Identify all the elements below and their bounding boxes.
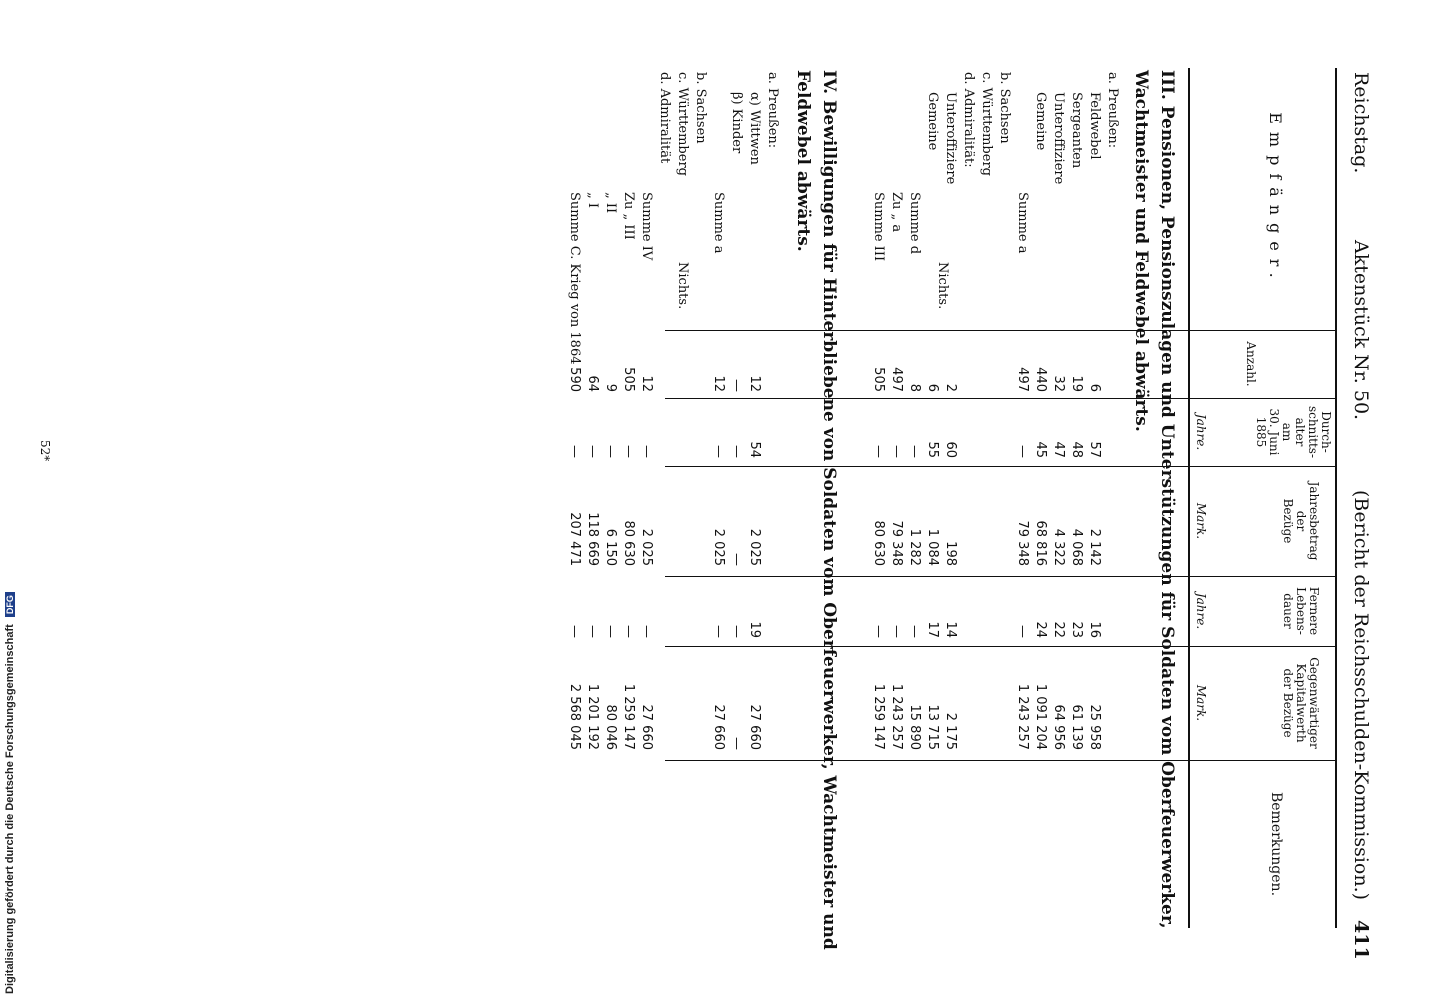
cell-alter: — bbox=[621, 445, 636, 458]
unit-jahresbetrag: Mark. bbox=[1194, 502, 1208, 540]
cell-lebensdauer: 22 bbox=[1051, 621, 1066, 638]
cell-kapitalwerth: 25 958 bbox=[1087, 704, 1102, 750]
row-label: Gemeine bbox=[1033, 92, 1048, 151]
row-label: b. Sachsen bbox=[693, 72, 708, 144]
section-4-heading: IV. Bewilligungen für Hinterbliebene von Soldaten vom Oberfeuerwerker, Wachtmeister und Feldwebel abwärts. bbox=[793, 70, 839, 950]
column-rule bbox=[665, 576, 1337, 577]
row-label: Unteroffiziere bbox=[943, 92, 958, 185]
row-label: Zu „ a bbox=[889, 192, 904, 233]
cell-lebensdauer: 23 bbox=[1069, 621, 1084, 638]
cell-jahresbetrag: 207 471 bbox=[567, 512, 582, 566]
cell-kapitalwerth: 1 259 147 bbox=[621, 683, 636, 750]
section-4-nichts: Nichts. bbox=[675, 262, 690, 310]
cell-kapitalwerth: 2 568 045 bbox=[567, 683, 582, 750]
cell-lebensdauer: — bbox=[639, 625, 654, 638]
cell-alter: 54 bbox=[747, 441, 762, 458]
cell-lebensdauer: — bbox=[889, 625, 904, 638]
row-label: d. Admiralität: bbox=[961, 72, 976, 168]
cell-anzahl: 6 bbox=[925, 383, 940, 392]
row-label: Feldwebel bbox=[1087, 92, 1102, 160]
cell-alter: — bbox=[567, 445, 582, 458]
col-bemerkungen: Bemerkungen. bbox=[1268, 791, 1284, 897]
cell-jahresbetrag: 4 322 bbox=[1051, 528, 1066, 566]
cell-anzahl: 9 bbox=[603, 383, 618, 392]
cell-lebensdauer: — bbox=[603, 625, 618, 638]
section-3-heading: III. Pensionen, Pensionszulagen und Unterstützungen für Soldaten vom Oberfeuerwerker, Wachtmeister und Feldwebel abwärts. bbox=[1131, 70, 1177, 929]
cell-alter: — bbox=[711, 445, 726, 458]
col-empfaenger: Empfänger. bbox=[1266, 112, 1285, 286]
row-label: „ II bbox=[603, 192, 618, 214]
cell-lebensdauer: — bbox=[567, 625, 582, 638]
cell-lebensdauer: 16 bbox=[1087, 621, 1102, 638]
column-rule bbox=[665, 466, 1337, 467]
unit-lebensdauer: Jahre. bbox=[1194, 592, 1208, 630]
cell-anzahl: 440 bbox=[1033, 367, 1048, 392]
cell-jahresbetrag: 1 282 bbox=[907, 528, 922, 566]
cell-kapitalwerth: 1 243 257 bbox=[889, 683, 904, 750]
header-center: Aktenstück Nr. 50. bbox=[1350, 240, 1372, 421]
row-label: Summe d bbox=[907, 192, 922, 255]
cell-alter: 47 bbox=[1051, 441, 1066, 458]
section-3-nichts: Nichts. bbox=[935, 262, 950, 310]
row-label: Unteroffiziere bbox=[1051, 92, 1066, 185]
cell-lebensdauer: — bbox=[907, 625, 922, 638]
cell-kapitalwerth: 13 715 bbox=[925, 704, 940, 750]
cell-kapitalwerth: 1 259 147 bbox=[871, 683, 886, 750]
row-label: b. Sachsen bbox=[997, 72, 1012, 144]
cell-alter: — bbox=[889, 445, 904, 458]
cell-jahresbetrag: 2 025 bbox=[639, 528, 654, 566]
cell-kapitalwerth: 2 175 bbox=[943, 712, 958, 750]
cell-jahresbetrag: 2 025 bbox=[711, 528, 726, 566]
cell-jahresbetrag: 79 348 bbox=[889, 520, 904, 566]
col-anzahl: Anzahl. bbox=[1244, 341, 1258, 387]
unit-alter: Jahre. bbox=[1194, 413, 1208, 451]
digitization-credit bbox=[4, 592, 16, 994]
row-label: β) Kinder bbox=[729, 92, 744, 154]
digitization-text: Digitalisierung gefördert durch die Deutsche Forschungsgemeinschaft bbox=[4, 624, 16, 994]
cell-anzahl: 505 bbox=[871, 367, 886, 392]
column-rule bbox=[665, 760, 1337, 761]
cell-alter: — bbox=[585, 445, 600, 458]
cell-jahresbetrag: 2 142 bbox=[1087, 528, 1102, 566]
row-label: Summe a bbox=[711, 192, 726, 254]
cell-anzahl: 12 bbox=[639, 375, 654, 392]
cell-anzahl: 6 bbox=[1087, 383, 1102, 392]
row-label: d. Admiralität bbox=[657, 72, 672, 164]
cell-anzahl: 32 bbox=[1051, 375, 1066, 392]
cell-jahresbetrag: 68 816 bbox=[1033, 520, 1048, 566]
cell-lebensdauer: — bbox=[1015, 625, 1030, 638]
cell-anzahl: 64 bbox=[585, 375, 600, 392]
cell-alter: 57 bbox=[1087, 441, 1102, 458]
cell-alter: — bbox=[1015, 445, 1030, 458]
cell-lebensdauer: 19 bbox=[747, 621, 762, 638]
cell-lebensdauer: — bbox=[871, 625, 886, 638]
cell-lebensdauer: — bbox=[621, 625, 636, 638]
cell-alter: 48 bbox=[1069, 441, 1084, 458]
row-label: c. Württemberg bbox=[675, 72, 690, 176]
cell-kapitalwerth: — bbox=[729, 737, 744, 750]
cell-alter: 60 bbox=[943, 441, 958, 458]
cell-anzahl: 8 bbox=[907, 383, 922, 392]
page-number: 411 bbox=[1350, 920, 1372, 960]
row-label: Summe C. Krieg von 1864 bbox=[567, 192, 582, 365]
row-label: Zu „ III bbox=[621, 192, 636, 240]
cell-kapitalwerth: 15 890 bbox=[907, 704, 922, 750]
cell-anzahl: 19 bbox=[1069, 375, 1084, 392]
cell-anzahl: 497 bbox=[1015, 367, 1030, 392]
cell-alter: — bbox=[639, 445, 654, 458]
cell-anzahl: 497 bbox=[889, 367, 904, 392]
cell-anzahl: 12 bbox=[711, 375, 726, 392]
cell-jahresbetrag: — bbox=[729, 553, 744, 566]
cell-kapitalwerth: 61 139 bbox=[1069, 704, 1084, 750]
cell-anzahl: 590 bbox=[567, 367, 582, 392]
cell-kapitalwerth: 27 660 bbox=[639, 704, 654, 750]
table-header-rule bbox=[1188, 68, 1190, 928]
cell-alter: — bbox=[907, 445, 922, 458]
cell-lebensdauer: 24 bbox=[1033, 621, 1048, 638]
col-lebensdauer: Fernere Lebens- dauer bbox=[1281, 586, 1321, 636]
row-label: α) Wittwen bbox=[747, 92, 762, 165]
cell-anzahl: — bbox=[729, 379, 744, 392]
table-top-rule bbox=[1335, 68, 1337, 928]
unit-kapitalwerth: Mark. bbox=[1194, 684, 1208, 722]
cell-kapitalwerth: 1 243 257 bbox=[1015, 683, 1030, 750]
col-durchschnittsalter: Durch- schnitts- alter am 30. Juni 1885 bbox=[1254, 405, 1333, 459]
cell-lebensdauer: 14 bbox=[943, 621, 958, 638]
page-reference: 52* bbox=[38, 440, 52, 462]
row-label: Summe III bbox=[871, 192, 886, 262]
cell-jahresbetrag: 1 084 bbox=[925, 528, 940, 566]
cell-jahresbetrag: 4 068 bbox=[1069, 528, 1084, 566]
cell-jahresbetrag: 198 bbox=[943, 541, 958, 566]
cell-alter: 55 bbox=[925, 441, 940, 458]
cell-lebensdauer: 17 bbox=[925, 621, 940, 638]
row-label: Sergeanten bbox=[1069, 92, 1084, 169]
cell-kapitalwerth: 1 201 192 bbox=[585, 683, 600, 750]
cell-jahresbetrag: 80 630 bbox=[621, 520, 636, 566]
cell-jahresbetrag: 6 150 bbox=[603, 528, 618, 566]
row-label: Gemeine bbox=[925, 92, 940, 151]
dfg-logo: DFG bbox=[5, 592, 15, 617]
header-right: (Bericht der Reichsschulden-Kommission.) bbox=[1350, 490, 1372, 901]
col-kapitalwerth: Gegenwärtiger Kapitalwerth der Bezüge bbox=[1281, 657, 1321, 749]
cell-alter: — bbox=[729, 445, 744, 458]
cell-kapitalwerth: 1 091 204 bbox=[1033, 683, 1048, 750]
cell-anzahl: 12 bbox=[747, 375, 762, 392]
cell-kapitalwerth: 64 956 bbox=[1051, 704, 1066, 750]
header-left: Reichstag. bbox=[1350, 72, 1372, 174]
cell-anzahl: 2 bbox=[943, 383, 958, 392]
col-jahresbetrag: Jahresbetrag der Bezüge bbox=[1281, 481, 1321, 561]
cell-jahresbetrag: 2 025 bbox=[747, 528, 762, 566]
column-rule bbox=[665, 330, 1337, 331]
cell-anzahl: 505 bbox=[621, 367, 636, 392]
cell-lebensdauer: — bbox=[711, 625, 726, 638]
cell-lebensdauer: — bbox=[585, 625, 600, 638]
row-label: Summe IV bbox=[639, 192, 654, 261]
column-rule bbox=[665, 398, 1337, 399]
cell-alter: 45 bbox=[1033, 441, 1048, 458]
row-label: „ I bbox=[585, 192, 600, 209]
row-label: a. Preußen: bbox=[1105, 72, 1120, 149]
row-label: c. Württemberg bbox=[979, 72, 994, 176]
cell-jahresbetrag: 79 348 bbox=[1015, 520, 1030, 566]
cell-jahresbetrag: 118 669 bbox=[585, 512, 600, 566]
row-label: Summe a bbox=[1015, 192, 1030, 254]
cell-jahresbetrag: 80 630 bbox=[871, 520, 886, 566]
cell-kapitalwerth: 80 046 bbox=[603, 704, 618, 750]
cell-kapitalwerth: 27 660 bbox=[747, 704, 762, 750]
cell-alter: — bbox=[603, 445, 618, 458]
cell-alter: — bbox=[871, 445, 886, 458]
cell-lebensdauer: — bbox=[729, 625, 744, 638]
column-rule bbox=[665, 646, 1337, 647]
row-label: a. Preußen: bbox=[765, 72, 780, 149]
cell-kapitalwerth: 27 660 bbox=[711, 704, 726, 750]
